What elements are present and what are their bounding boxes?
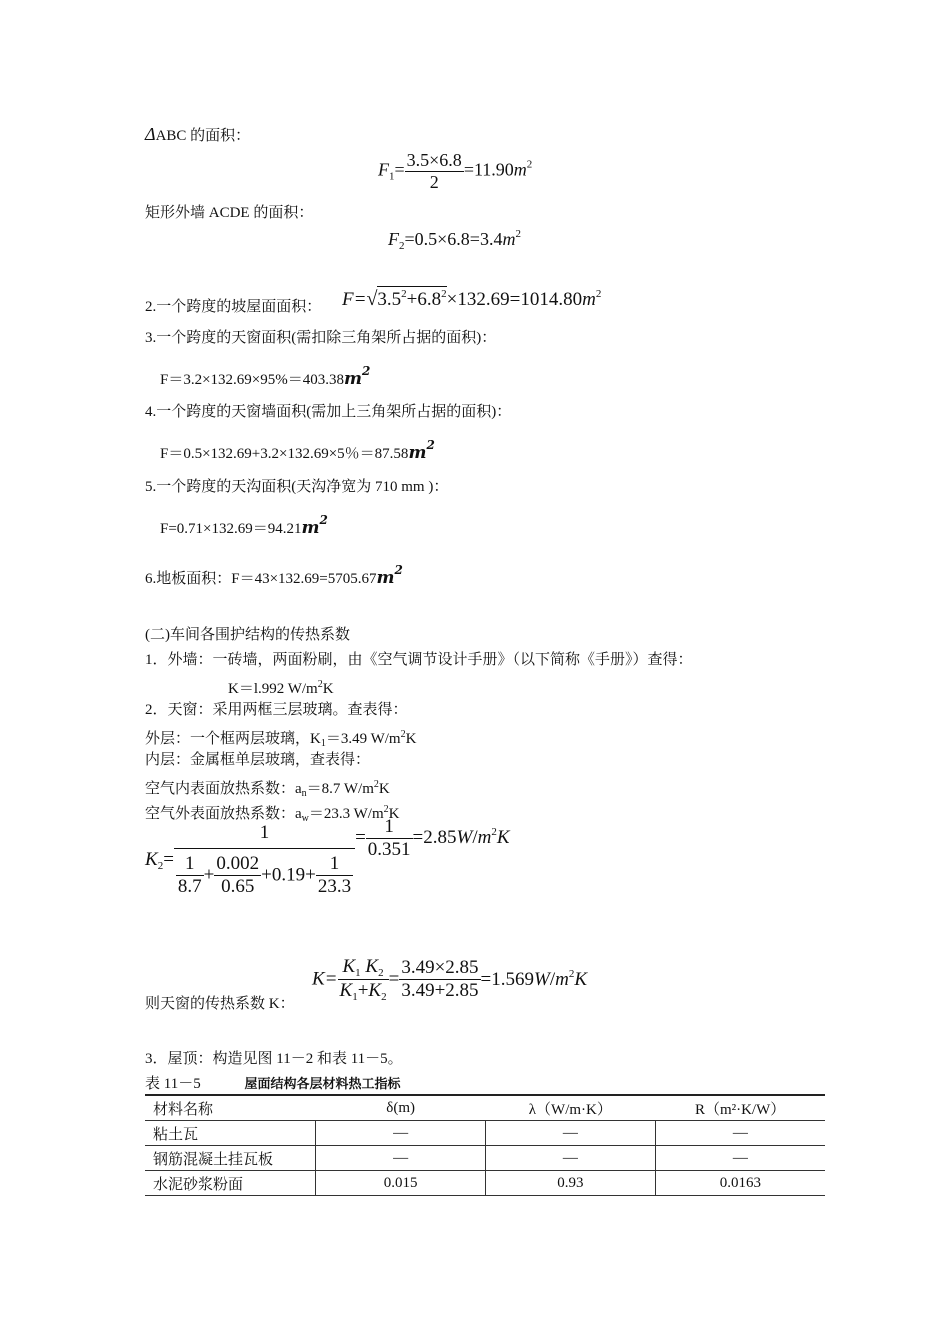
item-4-formula-text: F＝0.5×132.69+3.2×132.69×5％＝87.58	[160, 446, 409, 462]
kfinal-unit-w: W	[534, 969, 550, 990]
table-header-row	[145, 1096, 825, 1121]
sqrt-term-a-sup: 2	[401, 288, 407, 300]
item-5-unit-sup: 2	[319, 513, 328, 527]
table-caption	[145, 1075, 400, 1094]
inner-coeff-value: ＝8.7 W/m	[306, 781, 374, 797]
k2-frac-2-den: 0.65	[221, 876, 255, 897]
roof-f-symbol: F=	[342, 289, 367, 310]
roof-area-result: ×132.69=1014.80	[446, 289, 583, 310]
f2-unit-sup: 2	[515, 228, 521, 240]
delta-symbol: Δ	[145, 124, 156, 144]
kfinal-equals: =	[388, 968, 400, 990]
k2-frac-1-den: 8.7	[177, 876, 202, 897]
kfinal-num-k1-sub: 1	[355, 967, 361, 979]
item-6-line	[145, 561, 403, 588]
k2-frac-1-num: 1	[176, 853, 204, 876]
cell-material: 钢筋混凝土挂瓦板	[145, 1146, 316, 1171]
item-5-formula	[160, 511, 328, 538]
cell-conductivity: —	[485, 1146, 655, 1171]
exterior-wall-line: 1．外墙：一砖墙，两面粉刷，由《空气调节设计手册》（以下简称《手册》）查得：	[145, 652, 693, 668]
f1-numerator: 3.5×6.8	[406, 150, 462, 170]
kfinal-fraction-2-num: 3.49×2.85	[401, 957, 479, 978]
item-3-unit-sup: 2	[362, 364, 371, 378]
roof-area-unit-sup: 2	[595, 288, 602, 300]
header-thickness: δ(m)	[316, 1096, 486, 1121]
k2-unit-slash: /	[472, 826, 478, 848]
item-5-label: 5.一个跨度的天沟面积(天沟净宽为 710 mm )：	[145, 479, 449, 495]
k2-plus: +	[203, 864, 215, 886]
k2-unit-w: W	[456, 826, 473, 848]
cell-material: 粘土瓦	[145, 1121, 316, 1146]
kfinal-result	[481, 969, 588, 990]
f2-sub: 2	[399, 240, 405, 252]
wall-k-sup: 2	[317, 679, 323, 690]
formula-k-final	[312, 956, 587, 1003]
inner-coeff-end: K	[378, 781, 390, 797]
f1-sub: 1	[389, 170, 395, 183]
skylight-line: 2．天窗：采用两框三层玻璃。查表得：	[145, 702, 408, 718]
kfinal-unit-sup: 2	[568, 968, 575, 980]
f1-unit: m	[513, 159, 527, 180]
item-3-formula	[160, 362, 370, 389]
kfinal-fraction-1-num	[338, 956, 389, 980]
inner-coeff-sup: 2	[373, 779, 379, 790]
k2-unit-k: K	[496, 826, 510, 848]
cell-conductivity: —	[485, 1121, 655, 1146]
kfinal-unit-slash: /	[549, 969, 556, 990]
table-caption-title: 屋面结构各层材料热工指标	[244, 1077, 401, 1092]
cell-resistance: 0.0163	[655, 1171, 825, 1196]
outer-coeff-text: 空气外表面放热系数：a	[145, 806, 302, 822]
k2-equals: =	[355, 826, 366, 848]
outer-coeff-value: ＝23.3 W/m	[308, 806, 384, 822]
header-conductivity: λ（W/m·K）	[485, 1096, 655, 1121]
item-4-formula	[160, 436, 435, 463]
formula-f2	[388, 228, 521, 252]
k2-result-num: 1	[366, 816, 413, 839]
wall-k-text: K＝l.992 W/m	[228, 681, 318, 697]
f1-fraction	[405, 150, 464, 193]
kfinal-den-k2: K	[368, 980, 382, 1001]
section-2-heading: (二)车间各围护结构的传热系数	[145, 627, 350, 643]
k2-frac-2-num: 0.002	[216, 853, 260, 874]
materials-table	[145, 1094, 825, 1196]
item-5-formula-text: F=0.71×132.69＝94.21	[160, 521, 302, 537]
sqrt-term-b-sup: 2	[441, 288, 447, 300]
k2-unit-m: m	[477, 826, 492, 848]
outer-coeff-end: K	[388, 806, 400, 822]
k2-main-denominator	[174, 849, 355, 898]
k2-result-value: =2.85	[412, 826, 457, 848]
k2-result-fraction	[366, 816, 413, 861]
cell-thickness: —	[316, 1121, 486, 1146]
k2-rhs	[355, 816, 509, 861]
kfinal-unit-k: K	[574, 969, 588, 990]
f2-symbol: F	[388, 229, 399, 249]
cell-resistance: —	[655, 1146, 825, 1171]
rect-wall-label: 矩形外墙 ACDE 的面积：	[145, 205, 314, 221]
k2-result-den: 0.351	[367, 838, 411, 860]
f1-unit-sup: 2	[526, 158, 533, 171]
k2-main-numerator: 1	[174, 822, 355, 849]
item-6-unit-sup: 2	[394, 563, 403, 577]
item-4-label: 4.一个跨度的天窗墙面积(需加上三角架所占据的面积)：	[145, 404, 512, 420]
roof-line: 3．屋顶：构造见图 11－2 和表 11－5。	[145, 1051, 403, 1067]
kfinal-unit-m: m	[555, 969, 569, 990]
f1-denominator: 2	[429, 172, 439, 192]
header-resistance: R（m²·K/W）	[655, 1096, 825, 1121]
kfinal-fraction-1	[338, 956, 389, 1003]
item-4-unit: m	[408, 443, 427, 463]
sqrt-term-a: 3.5	[377, 289, 402, 310]
outer-layer-value: ＝3.49 W/m	[325, 731, 401, 747]
f1-result: =11.90	[463, 159, 514, 180]
sqrt-sign: √	[366, 288, 378, 310]
cell-thickness: —	[316, 1146, 486, 1171]
item-3-formula-text: F＝3.2×132.69×95%＝403.38	[160, 372, 345, 388]
item-3-label: 3.一个跨度的天窗面积(需扣除三角架所占据的面积)：	[145, 330, 497, 346]
kfinal-num-k2: K	[365, 956, 379, 977]
kfinal-fraction-2-den: 3.49+2.85	[401, 980, 479, 1001]
f1-symbol: F	[378, 159, 389, 180]
k2-frac-1	[176, 853, 204, 898]
kfinal-den-plus: +	[357, 980, 369, 1001]
wall-k-end: K	[322, 681, 334, 697]
outer-layer-sup: 2	[400, 729, 406, 740]
k2-frac-3-num: 1	[316, 853, 353, 876]
sqrt-term-b: +6.8	[406, 289, 442, 310]
k2-sub: 2	[157, 859, 164, 872]
kfinal-fraction-2	[399, 957, 480, 1002]
abc-area-label	[145, 125, 250, 145]
k2-main-fraction	[174, 822, 355, 898]
k2-frac-3-den: 23.3	[317, 876, 352, 897]
inner-coeff-sub: n	[301, 788, 307, 799]
f2-unit: m	[502, 229, 516, 249]
cell-material: 水泥砂浆粉面	[145, 1171, 316, 1196]
outer-layer-text: 外层：一个框两层玻璃，K	[145, 731, 321, 747]
item-5-unit: m	[301, 518, 320, 538]
outer-coeff-sub: w	[301, 813, 309, 824]
header-material: 材料名称	[145, 1096, 316, 1121]
item-3-unit: m	[344, 369, 363, 389]
cell-thickness: 0.015	[316, 1171, 486, 1196]
sqrt-body	[377, 286, 446, 311]
kfinal-result-value: =1.569	[480, 969, 534, 990]
kfinal-num-k2-sub: 2	[378, 967, 384, 979]
roof-area-unit: m	[582, 289, 596, 310]
item-6-unit: m	[376, 568, 395, 588]
materials-table-grid	[145, 1096, 825, 1196]
item-2-label: 2.一个跨度的坡屋面面积：	[145, 299, 322, 315]
item-6-text: 6.地板面积：F＝43×132.69=5705.67	[145, 571, 377, 587]
k2-frac-3	[316, 853, 353, 898]
formula-roof-area	[342, 286, 601, 311]
inner-layer-line: 内层：金属框单层玻璃，查表得：	[145, 752, 371, 768]
exterior-wall-k	[228, 676, 334, 698]
table-caption-number: 表 11－5	[145, 1076, 201, 1092]
formula-k2	[145, 815, 510, 898]
cell-resistance: —	[655, 1121, 825, 1146]
inner-surface-coeff-line	[145, 776, 390, 803]
f2-result: =0.5×6.8=3.4	[404, 229, 503, 249]
table-row	[145, 1121, 825, 1146]
k2-mid-terms: +0.19+	[261, 864, 316, 886]
k2-unit-sup: 2	[491, 825, 497, 838]
k2-lhs: $K_2=$	[145, 848, 174, 872]
item-4-unit-sup: 2	[426, 438, 435, 452]
inner-coeff-text: 空气内表面放热系数：a	[145, 781, 302, 797]
k2-symbol: K	[145, 848, 158, 870]
kfinal-den-k2-sub: 2	[381, 991, 387, 1003]
table-row	[145, 1146, 825, 1171]
kfinal-den-k1-sub: 1	[352, 991, 358, 1003]
skylight-k-label: 则天窗的传热系数 K：	[145, 996, 295, 1012]
kfinal-den-k1: K	[339, 980, 353, 1001]
k2-frac-2	[214, 853, 261, 898]
kfinal-fraction-1-den	[338, 980, 389, 1003]
table-row	[145, 1171, 825, 1196]
abc-label-text: ABC 的面积：	[155, 128, 251, 144]
formula-f1: $F_1=$ $\frac{3.5\times 6.8}{2}$ $=11.90m^2$	[378, 150, 533, 192]
outer-coeff-sup: 2	[383, 804, 389, 815]
kfinal-lhs: K=	[312, 968, 338, 990]
outer-layer-line	[145, 726, 416, 753]
kfinal-num-k1: K	[342, 956, 356, 977]
outer-layer-end: K	[405, 731, 417, 747]
outer-layer-sub: 1	[320, 738, 326, 749]
cell-conductivity: 0.93	[485, 1171, 655, 1196]
